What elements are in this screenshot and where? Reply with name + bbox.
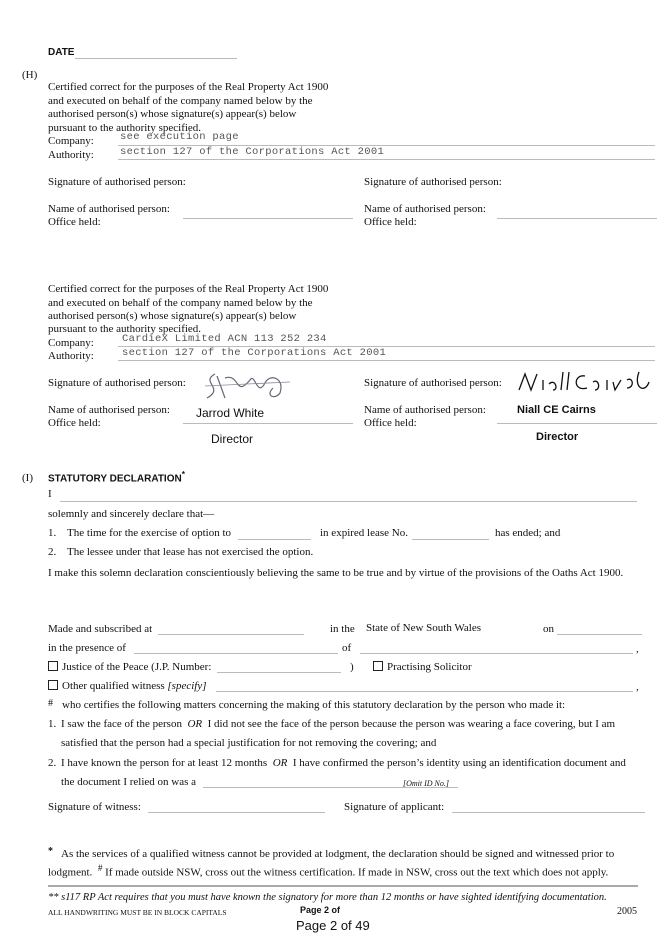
text: If made outside NSW, cross out the witness certification. If made in NSW, cross out the text which does not apply. bbox=[105, 866, 609, 879]
company-label: Company: bbox=[48, 337, 94, 349]
footer-divider bbox=[48, 885, 638, 887]
of-label: of bbox=[342, 642, 352, 654]
signature-label: Signature of authorised person: bbox=[48, 377, 186, 389]
company-value[interactable]: see execution page bbox=[120, 131, 239, 143]
star-mark: * bbox=[48, 846, 53, 857]
item1-text: has ended; and bbox=[495, 527, 561, 539]
section-h-marker: (H) bbox=[22, 69, 38, 81]
cert-line: authorised person(s) whose signature(s) appear(s) below bbox=[48, 108, 297, 120]
date-field[interactable] bbox=[75, 58, 237, 59]
authority-line bbox=[118, 360, 655, 361]
text: I have confirmed the person’s identity using an identification document and bbox=[292, 757, 626, 769]
presence-label: in the presence of bbox=[48, 642, 126, 654]
signature-label: Signature of authorised person: bbox=[48, 176, 186, 188]
name-field[interactable] bbox=[183, 218, 353, 219]
witness-address-field[interactable] bbox=[360, 653, 633, 654]
paren: ) bbox=[350, 661, 354, 673]
text: I saw the face of the person bbox=[61, 718, 182, 730]
comma: , bbox=[636, 681, 639, 693]
name-field[interactable] bbox=[497, 218, 657, 219]
cert-line: authorised person(s) whose signature(s) appear(s) below bbox=[48, 310, 297, 322]
other-label: Other qualified witness bbox=[62, 680, 165, 692]
place-field[interactable] bbox=[158, 634, 304, 635]
i-label: I bbox=[48, 488, 52, 500]
cert1-line2: satisfied that the person had a special justification for not removing the covering; and bbox=[61, 737, 437, 749]
section-i-marker: (I) bbox=[22, 472, 33, 484]
lease-field[interactable] bbox=[412, 539, 489, 540]
block-capitals-note: ALL HANDWRITING MUST BE IN BLOCK CAPITALS bbox=[48, 908, 227, 917]
cert-line: Certified correct for the purposes of the Real Property Act 1900 bbox=[48, 81, 329, 93]
declarant-field[interactable] bbox=[60, 501, 637, 502]
company-value[interactable]: CardieX Limited ACN 113 252 234 bbox=[122, 333, 327, 345]
form-page-label: Page 2 of bbox=[300, 905, 341, 915]
other-witness-field[interactable] bbox=[216, 691, 633, 692]
s117-note: ** s117 RP Act requires that you must have known the signatory for more than 12 months or have sighted identifying documentation. bbox=[48, 892, 607, 903]
cert-line: pursuant to the authority specified. bbox=[48, 323, 202, 335]
witness-name-field[interactable] bbox=[134, 653, 338, 654]
section-title bbox=[48, 468, 185, 485]
item-num: 2. bbox=[48, 757, 57, 769]
witness-signature-field[interactable] bbox=[148, 812, 325, 813]
solicitor-option[interactable] bbox=[373, 661, 472, 674]
form-year: 2005 bbox=[617, 906, 637, 917]
jp-option[interactable] bbox=[48, 661, 211, 674]
signature-image-jarrod bbox=[195, 368, 295, 404]
cert-line: pursuant to the authority specified. bbox=[48, 122, 202, 134]
cert1-line bbox=[61, 718, 615, 731]
solicitor-checkbox[interactable] bbox=[373, 661, 383, 671]
jp-label: Justice of the Peace (J.P. Number: bbox=[62, 661, 212, 673]
cert-line: Certified correct for the purposes of the Real Property Act 1900 bbox=[48, 283, 329, 295]
office-label: Office held: bbox=[364, 417, 417, 429]
date-label: DATE bbox=[48, 47, 75, 58]
state-value[interactable]: State of New South Wales bbox=[366, 622, 482, 634]
text: I did not see the face of the person because the person was wearing a face covering, but I am bbox=[207, 718, 616, 730]
specify-label: [specify] bbox=[167, 680, 207, 692]
option-field[interactable] bbox=[238, 539, 311, 540]
item1-text: The time for the exercise of option to bbox=[67, 527, 232, 539]
item-num: 1. bbox=[48, 527, 57, 539]
left-office-value[interactable]: Director bbox=[211, 432, 254, 446]
other-checkbox[interactable] bbox=[48, 680, 58, 690]
signature-label: Signature of authorised person: bbox=[364, 377, 502, 389]
in-the-label: in the bbox=[330, 623, 355, 635]
name-label: Name of authorised person: bbox=[364, 404, 486, 416]
omit-id-note: [Omit ID No.] bbox=[403, 779, 450, 788]
office-label: Office held: bbox=[364, 216, 417, 228]
item1-text: in expired lease No. bbox=[320, 527, 408, 539]
declaration-text: I make this solemn declaration conscientiously believing the same to be true and by virtue of the provisions of the Oaths Act 1900. bbox=[48, 567, 624, 579]
cert-line: and executed on behalf of the company named below by the bbox=[48, 95, 313, 107]
on-label: on bbox=[543, 623, 554, 635]
name-label: Name of authorised person: bbox=[364, 203, 486, 215]
note-line2 bbox=[48, 862, 608, 880]
made-at-label: Made and subscribed at bbox=[48, 623, 153, 635]
name-line bbox=[183, 423, 353, 424]
cert2-line2: the document I relied on was a bbox=[61, 776, 197, 788]
note-line1: As the services of a qualified witness cannot be provided at lodgment, the declaration should be signed and witnessed prior to bbox=[61, 848, 615, 860]
text: lodgment. bbox=[48, 866, 93, 879]
name-label: Name of authorised person: bbox=[48, 404, 170, 416]
authority-label: Authority: bbox=[48, 350, 94, 362]
right-office-value[interactable]: Director bbox=[536, 431, 579, 443]
jp-number-field[interactable] bbox=[217, 672, 341, 673]
office-label: Office held: bbox=[48, 216, 101, 228]
authority-value[interactable]: section 127 of the Corporations Act 2001 bbox=[120, 146, 385, 158]
other-option[interactable] bbox=[48, 680, 207, 693]
cert2-line bbox=[61, 757, 626, 770]
or-text: OR bbox=[272, 757, 288, 769]
jp-checkbox[interactable] bbox=[48, 661, 58, 671]
authority-label: Authority: bbox=[48, 149, 94, 161]
name-label: Name of authorised person: bbox=[48, 203, 170, 215]
hash-mark: # bbox=[97, 863, 103, 873]
hash-mark: # bbox=[48, 698, 53, 709]
witness-sig-label bbox=[48, 801, 141, 814]
applicant-sig-label: Signature of applicant: bbox=[344, 801, 445, 813]
item-num: 1. bbox=[48, 718, 57, 730]
signature-image-niall bbox=[515, 368, 655, 396]
company-label: Company: bbox=[48, 135, 94, 147]
date-on-field[interactable] bbox=[557, 634, 642, 635]
cert-line: and executed on behalf of the company named below by the bbox=[48, 297, 313, 309]
authority-value[interactable]: section 127 of the Corporations Act 2001 bbox=[122, 347, 387, 359]
title-mark: * bbox=[181, 469, 185, 479]
solemnly-text: solemnly and sincerely declare that— bbox=[48, 508, 215, 520]
item-num: 2. bbox=[48, 546, 57, 558]
solicitor-label: Practising Solicitor bbox=[387, 661, 472, 673]
right-name-value[interactable]: Niall CE Cairns bbox=[517, 404, 596, 416]
authority-line bbox=[118, 159, 655, 160]
left-name-value[interactable]: Jarrod White bbox=[196, 406, 265, 420]
text: I have known the person for at least 12 months bbox=[61, 757, 268, 769]
office-label: Office held: bbox=[48, 417, 101, 429]
item2-text: The lessee under that lease has not exercised the option. bbox=[67, 546, 314, 558]
or-text: OR bbox=[187, 718, 203, 730]
signature-label: Signature of authorised person: bbox=[364, 176, 502, 188]
comma: , bbox=[636, 643, 639, 655]
page-number: Page 2 of 49 bbox=[296, 918, 370, 933]
title-text: STATUTORY DECLARATION bbox=[48, 473, 182, 485]
certifies-text: who certifies the following matters concerning the making of this statutory declaration by the person who made it: bbox=[62, 699, 566, 711]
text: Signature of witness: bbox=[48, 801, 141, 813]
applicant-signature-field[interactable] bbox=[452, 812, 645, 813]
name-line bbox=[497, 423, 657, 424]
